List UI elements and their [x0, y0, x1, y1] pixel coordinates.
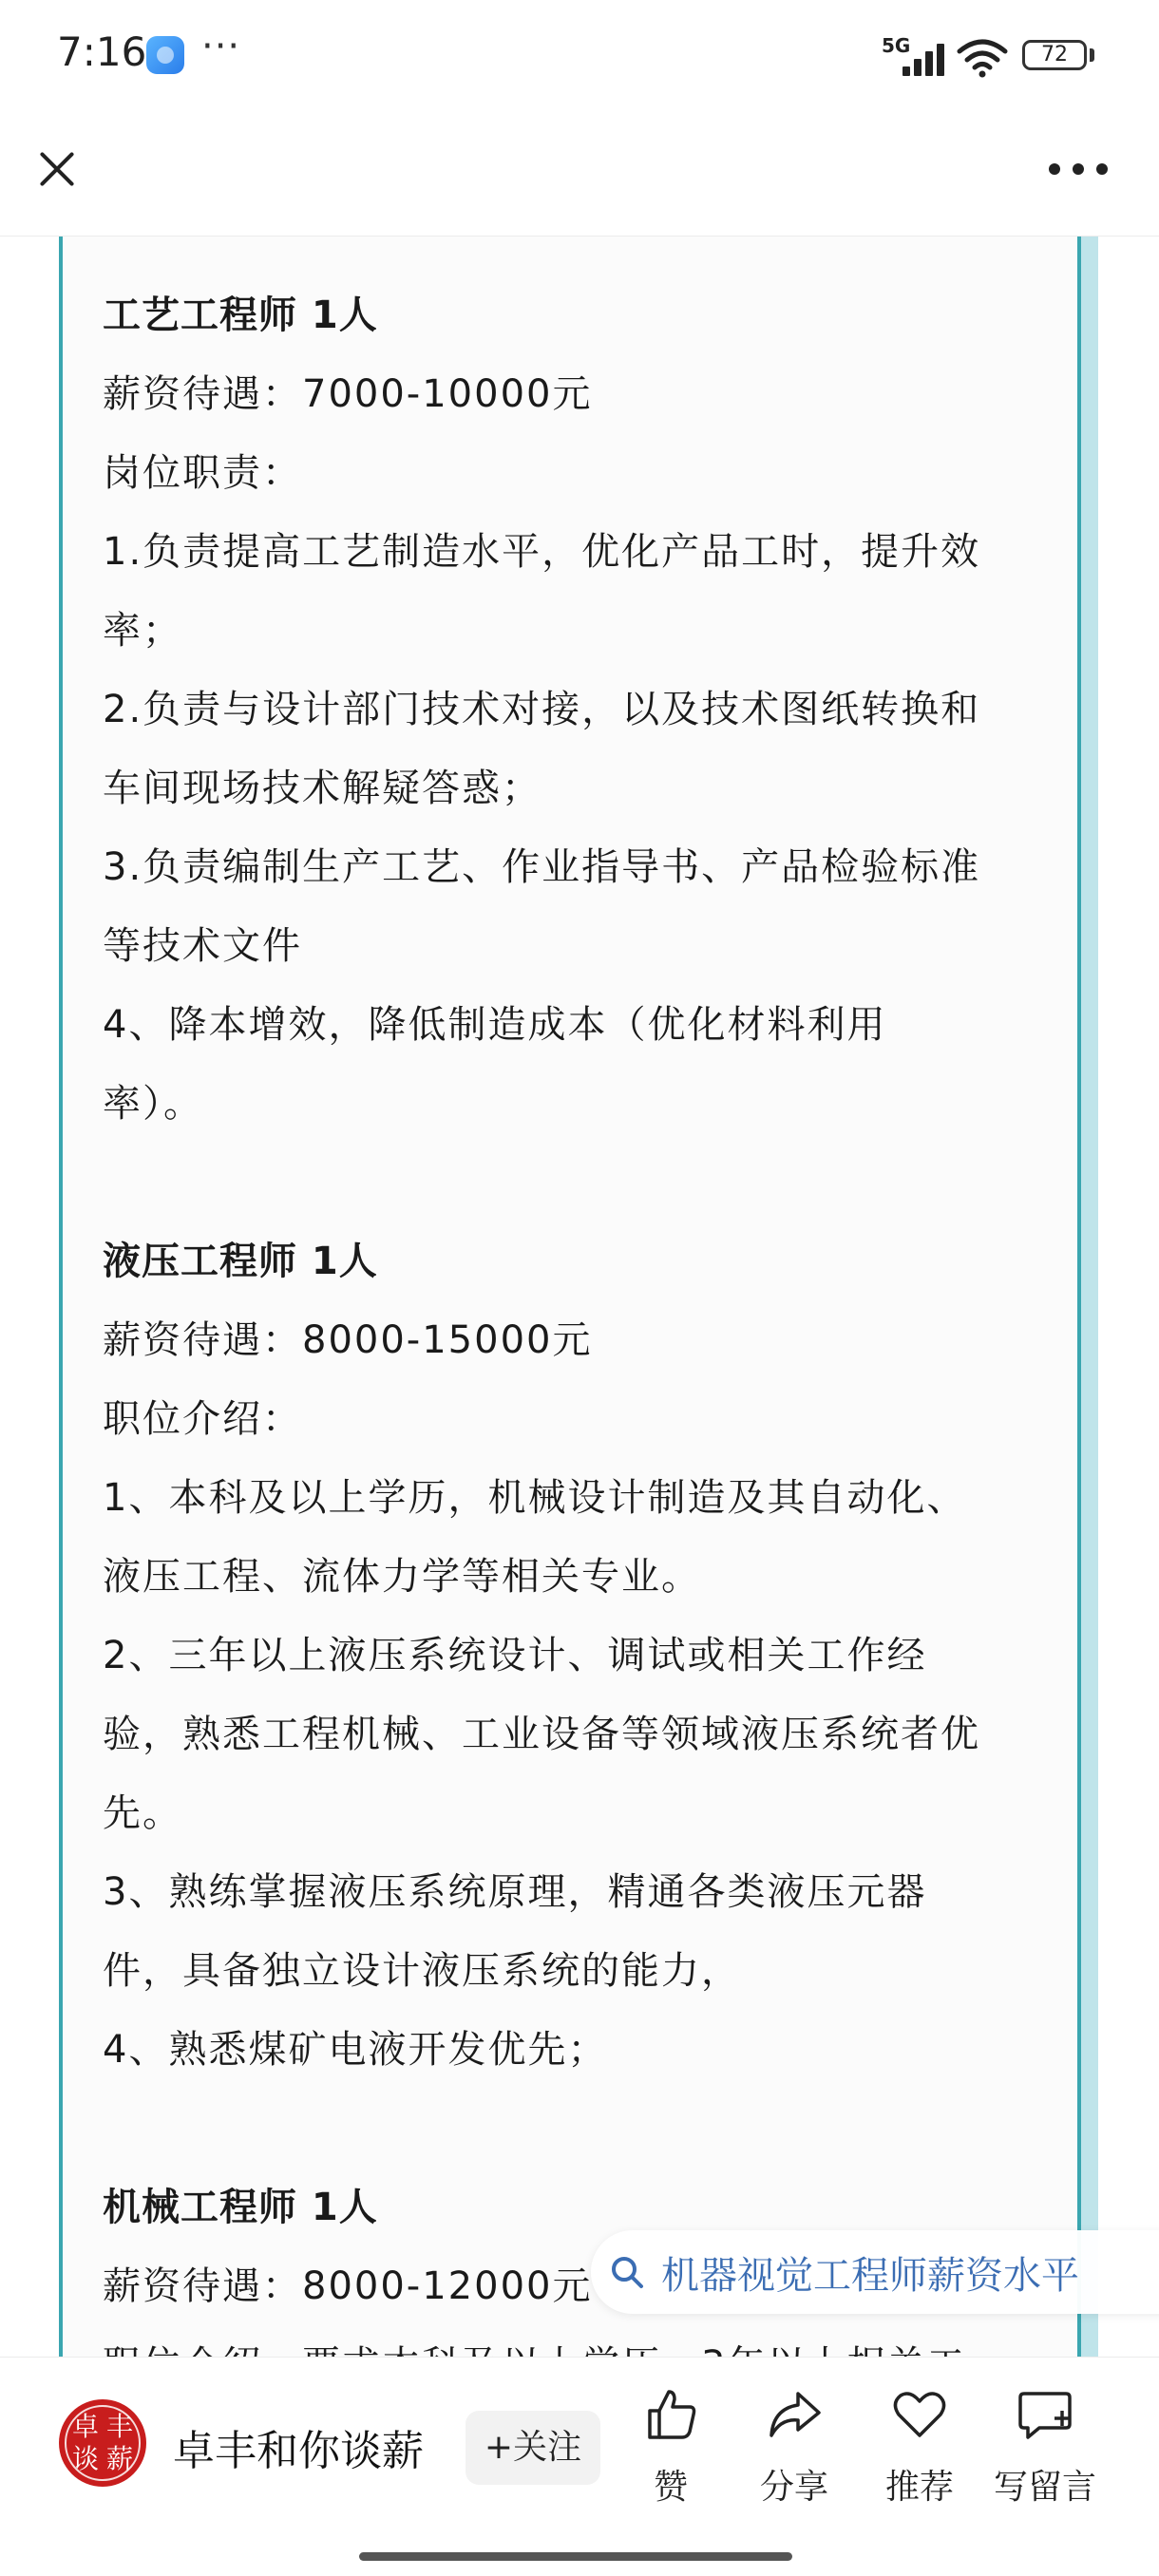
heart-icon — [891, 2386, 948, 2443]
article-body — [103, 276, 1053, 2405]
article-text-line: 4、降本增效，降低制造成本（优化材料利用 — [103, 1003, 887, 1047]
more-horizontal-icon[interactable] — [1045, 156, 1112, 184]
article-text-line: 先。 — [103, 1791, 182, 1835]
write-comment-button[interactable] — [988, 2386, 1102, 2510]
article-text-line: 件，具备独立设计液压系统的能力， — [103, 1949, 741, 1993]
battery-indicator: 72 — [1022, 40, 1087, 70]
recommend-button[interactable] — [863, 2386, 977, 2510]
article-text-line: 3.负责编制生产工艺、作业指导书、产品检验标准 — [103, 845, 981, 889]
article-text-line: 等技术文件 — [103, 924, 302, 968]
job-title-heading: 工艺工程师 1人 — [103, 294, 378, 337]
wifi-icon — [956, 36, 1009, 78]
article-text-line: 液压工程、流体力学等相关专业。 — [103, 1555, 701, 1599]
like-button[interactable] — [614, 2386, 728, 2510]
article-text-line: 薪资待遇：8000-15000元 — [103, 1318, 593, 1362]
article-text-line: 2、三年以上液压系统设计、调试或相关工作经 — [103, 1634, 927, 1677]
paragraph-gap — [103, 2090, 1053, 2169]
search-suggestion-chip[interactable] — [591, 2230, 1159, 2314]
article-text-line: 4、熟悉煤矿电液开发优先； — [103, 2028, 608, 2072]
signal-strength-icon — [902, 42, 948, 76]
job-title-heading: 液压工程师 1人 — [103, 1240, 378, 1283]
avatar-seal: 卓 丰 谈 薪 — [65, 2405, 141, 2481]
avatar[interactable] — [59, 2399, 146, 2487]
like-label: 赞 — [653, 2468, 688, 2507]
share-button[interactable] — [737, 2386, 851, 2510]
article-text-line: 验，熟悉工程机械、工业设备等领域液压系统者优 — [103, 1713, 980, 1756]
status-bar — [0, 0, 1159, 112]
search-suggestion-text: 机器视觉工程师薪资水平 — [661, 2254, 1079, 2298]
comment-add-icon — [1016, 2386, 1074, 2443]
app-notification-icon — [146, 36, 184, 74]
article-text-line: 薪资待遇：7000-10000元 — [103, 372, 593, 416]
article-text-line: 薪资待遇：8000-12000元 — [103, 2264, 593, 2308]
close-icon[interactable] — [27, 139, 87, 199]
gesture-area — [0, 2533, 1159, 2576]
job-title-heading: 机械工程师 1人 — [103, 2186, 378, 2229]
article-text-line: 率）。 — [103, 1082, 203, 1126]
thumbs-up-icon — [642, 2386, 699, 2443]
battery-tip — [1090, 48, 1094, 62]
article-text-line: 车间现场技术解疑答惑； — [103, 767, 542, 810]
share-icon — [766, 2386, 823, 2443]
article-text-line: 1.负责提高工艺制造水平，优化产品工时，提升效 — [103, 530, 981, 574]
article-text-line: 岗位职责： — [103, 451, 302, 495]
article-text-line: 率； — [103, 609, 182, 653]
follow-button[interactable]: +关注 — [466, 2411, 600, 2485]
bottom-action-bar — [0, 2357, 1159, 2534]
home-gesture-bar[interactable] — [359, 2552, 792, 2561]
article-text-line: 职位介绍： — [103, 1397, 302, 1441]
top-nav-bar — [0, 112, 1159, 237]
article-card — [59, 237, 1081, 2357]
account-name[interactable]: 卓丰和你谈薪 — [173, 2427, 424, 2475]
recommend-label: 推荐 — [884, 2468, 954, 2507]
paragraph-gap — [103, 1144, 1053, 1222]
article-text-line: 3、熟练掌握液压系统原理，精通各类液压元器 — [103, 1870, 927, 1914]
status-more-indicator: ··· — [201, 25, 241, 68]
network-type-label: 5G — [882, 34, 911, 57]
article-text-line: 2.负责与设计部门技术对接，以及技术图纸转换和 — [103, 688, 981, 731]
search-icon — [608, 2253, 646, 2291]
status-time: 7:16 — [57, 28, 147, 75]
share-label: 分享 — [759, 2468, 828, 2507]
article-side-shadow — [1081, 237, 1098, 2357]
article-text-line: 1、本科及以上学历，机械设计制造及其自动化、 — [103, 1476, 967, 1520]
write-comment-label: 写留言 — [993, 2468, 1096, 2507]
